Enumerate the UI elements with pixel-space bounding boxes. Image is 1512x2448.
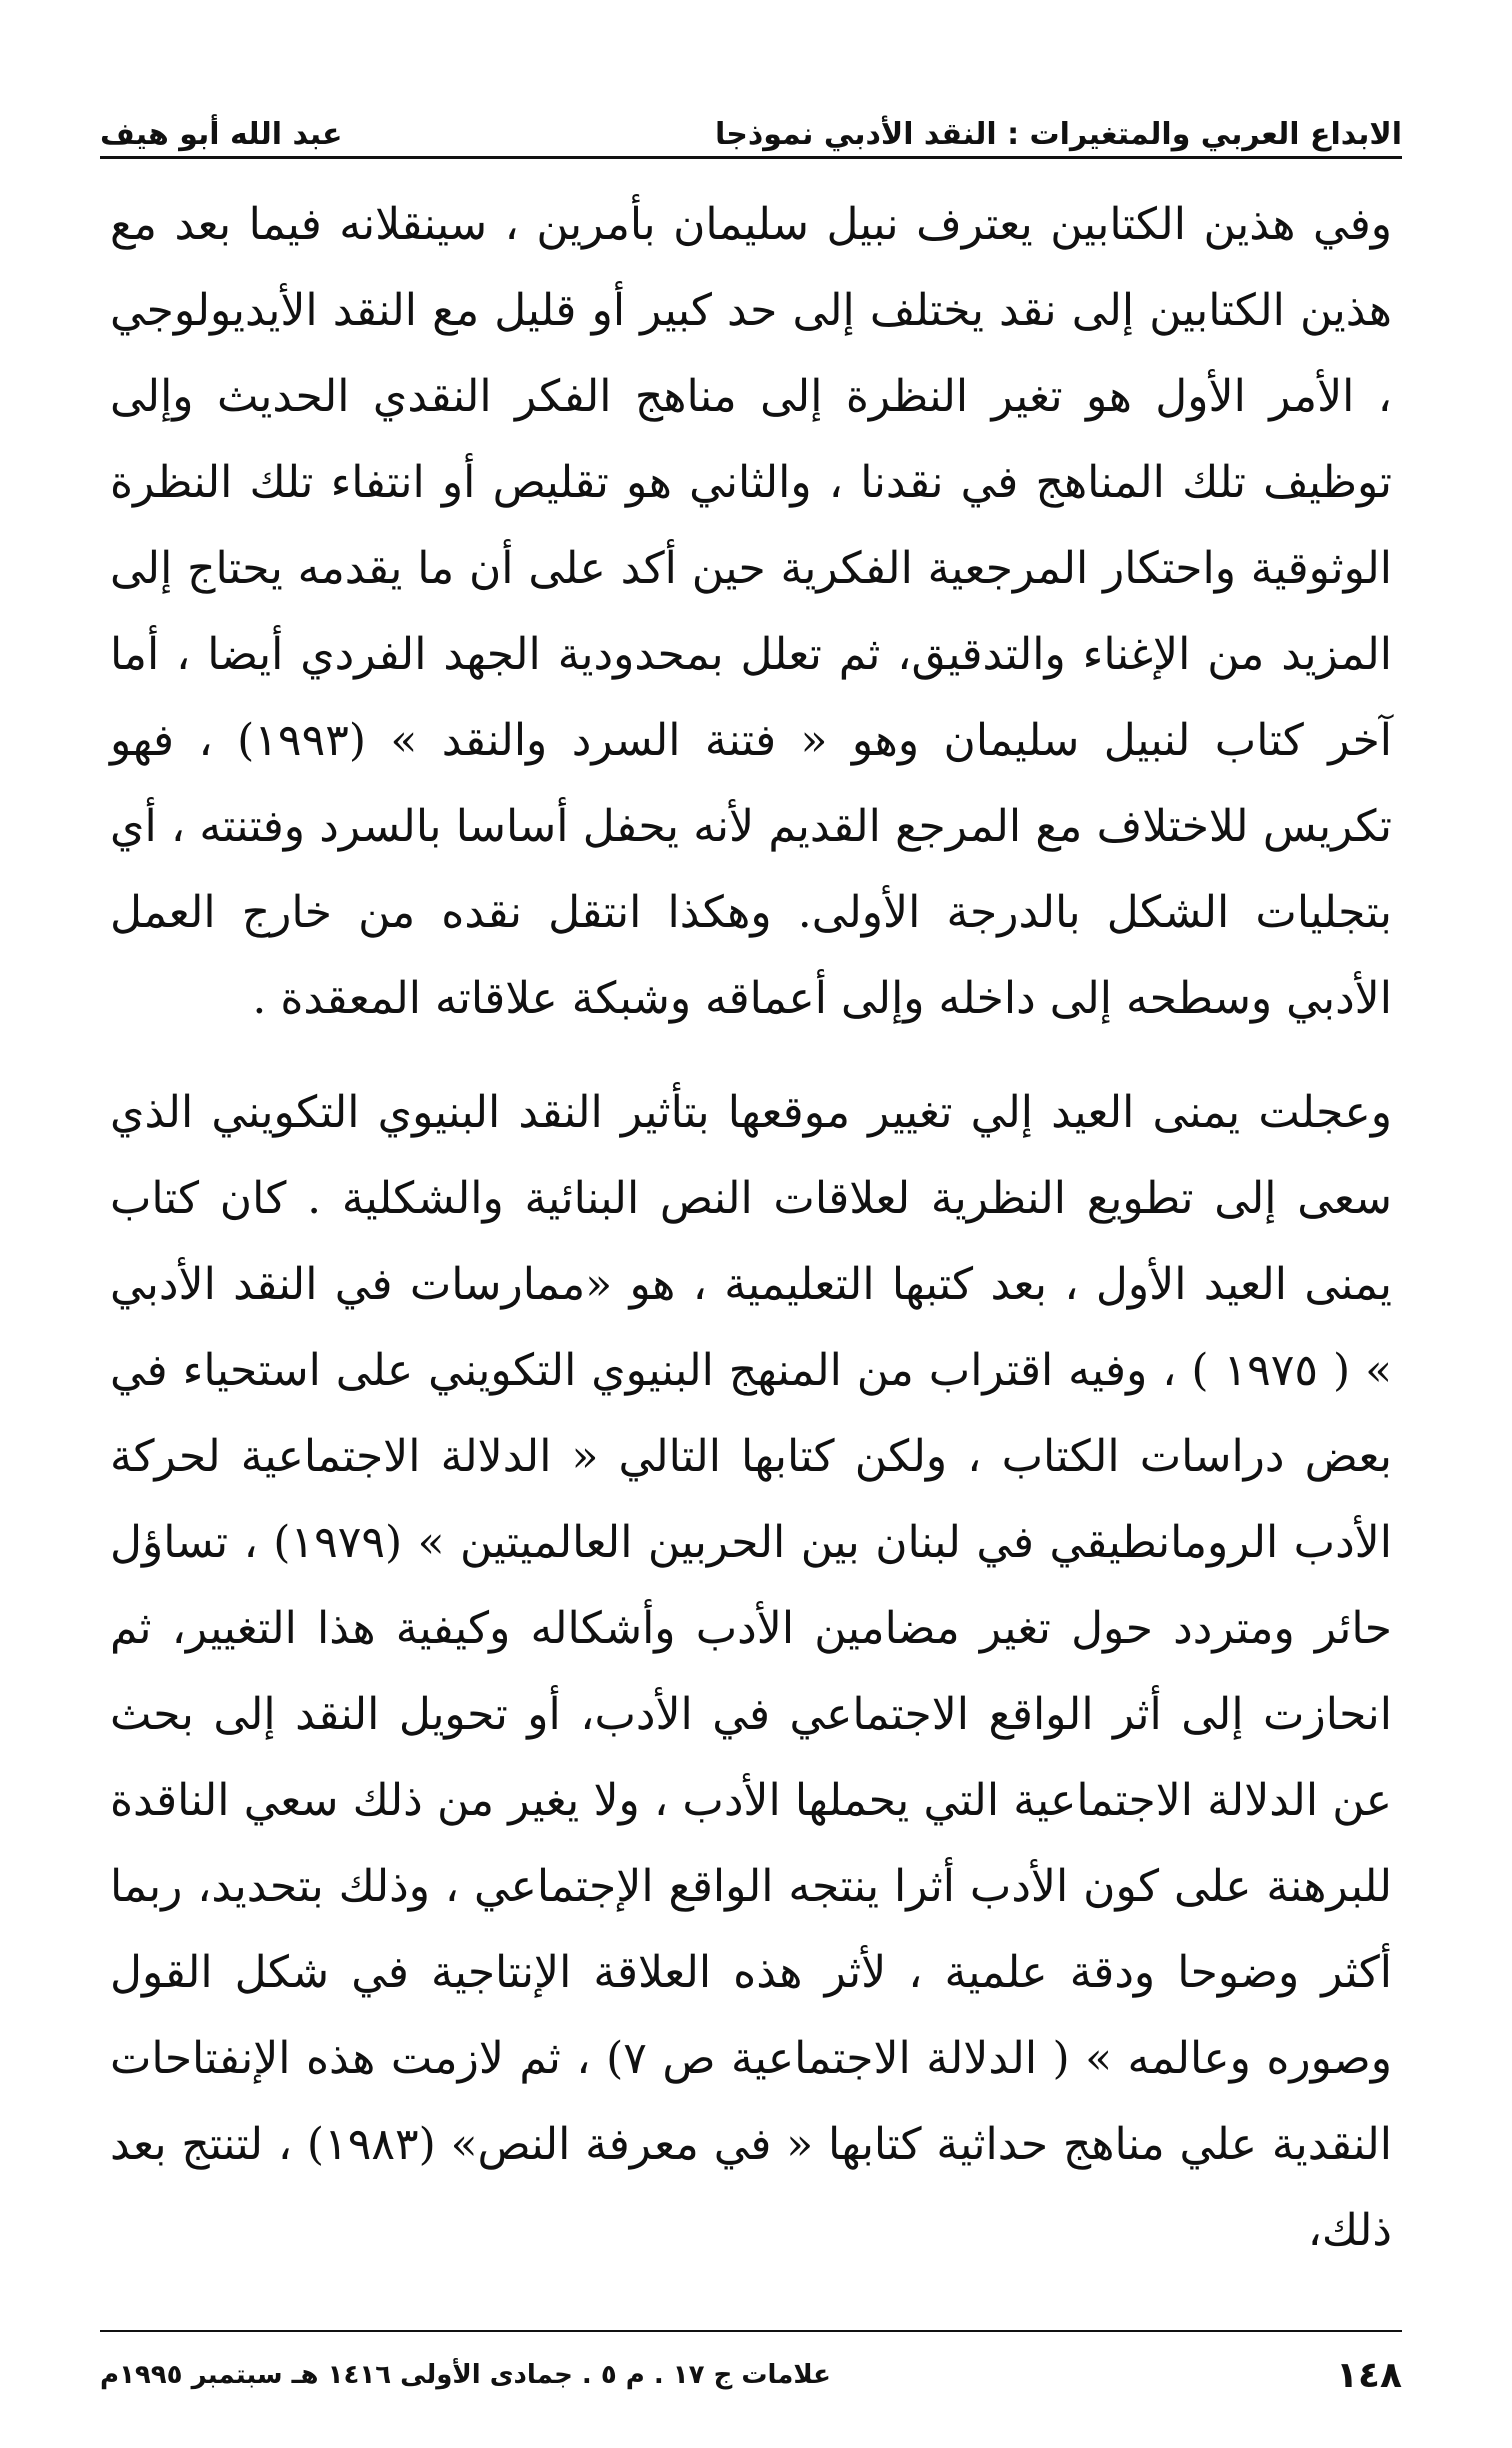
- body-text: [110, 182, 1392, 2274]
- paragraph-1: وفي هذين الكتابين يعترف نبيل سليمان بأمرين ، سينقلانه فيما بعد مع هذين الكتابين إلى نقد يختلف إلى حد كبير أو قليل مع النقد الأيديولوجي ، الأمر الأول هو تغير النظرة إلى مناهج الفكر النقدي الحديث وإلى توظيف تلك المناهج في نقدنا ، والثاني هو تقليص أو انتفاء تلك النظرة الوثوقية واحتكار المرجعية الفكرية حين أكد على أن ما يقدمه يحتاج إلى المزيد من الإغناء والتدقيق، ثم تعلل بمحدودية الجهد الفردي أيضا ، أما آخر كتاب لنبيل سليمان وهو « فتنة السرد والنقد » (١٩٩٣) ، فهو تكريس للاختلاف مع المرجع القديم لأنه يحفل أساسا بالسرد وفتنته ، أي بتجليات الشكل بالدرجة الأولى. وهكذا انتقل نقده من خارج العمل الأدبي وسطحه إلى داخله وإلى أعماقه وشبكة علاقاته المعقدة .: [110, 199, 1392, 1024]
- page-number: ١٤٨: [1336, 2354, 1402, 2396]
- footer-rule: [100, 2330, 1402, 2332]
- paragraph-spacer: [110, 1042, 1392, 1070]
- paragraph-2: وعجلت يمنى العيد إلي تغيير موقعها بتأثير النقد البنيوي التكويني الذي سعى إلى تطويع النظرية لعلاقات النص البنائية والشكلية . كان كتاب يمنى العيد الأول ، بعد كتبها التعليمية ، هو «ممارسات في النقد الأدبي » ( ١٩٧٥ ) ، وفيه اقتراب من المنهج البنيوي التكويني على استحياء في بعض دراسات الكتاب ، ولكن كتابها التالي « الدلالة الاجتماعية لحركة الأدب الرومانطيقي في لبنان بين الحربين العالميتين » (١٩٧٩) ، تساؤل حائر ومتردد حول تغير مضامين الأدب وأشكاله وكيفية هذا التغيير، ثم انحازت إلى أثر الواقع الاجتماعي في الأدب، أو تحويل النقد إلى بحث عن الدلالة الاجتماعية التي يحملها الأدب ، ولا يغير من ذلك سعي الناقدة للبرهنة على كون الأدب أثرا ينتجه الواقع الإجتماعي ، وذلك بتحديد، ربما أكثر وضوحا ودقة علمية ، لأثر هذه العلاقة الإنتاجية في شكل القول وصوره وعالمه » ( الدلالة الاجتماعية ص ٧) ، ثم لازمت هذه الإنفتاحات النقدية علي مناهج حداثية كتابها « في معرفة النص» (١٩٨٣) ، لتنتج بعد ذلك،: [110, 1087, 1393, 2256]
- running-head-author: عبد الله أبو هيف: [100, 117, 343, 152]
- page-footer: [100, 2350, 1402, 2400]
- running-head: [100, 90, 1402, 150]
- journal-issue-line: علامات ج ١٧ . م ٥ . جمادى الأولى ١٤١٦ هـ سبتمبر ١٩٩٥م: [100, 2360, 831, 2390]
- running-head-title: الابداع العربي والمتغيرات : النقد الأدبي نموذجا: [714, 117, 1402, 152]
- header-rule: [100, 156, 1402, 159]
